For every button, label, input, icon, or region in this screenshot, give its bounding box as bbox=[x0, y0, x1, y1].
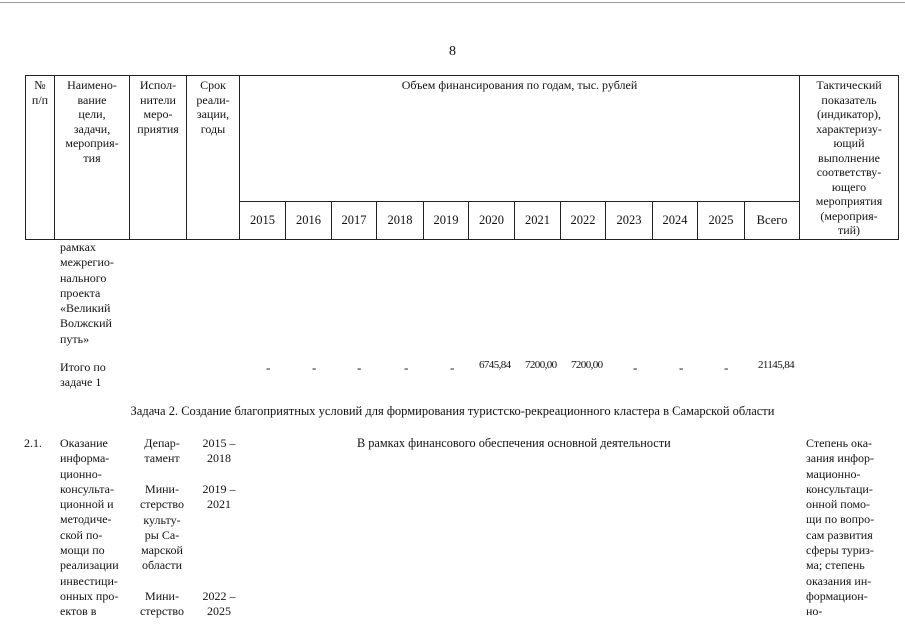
year-cell: 2024 bbox=[653, 202, 698, 240]
total-value: 7200,00 bbox=[571, 359, 603, 371]
total-label: Итого по задаче 1 bbox=[60, 360, 106, 390]
total-value: - bbox=[724, 360, 729, 375]
table-header bbox=[25, 75, 899, 240]
total-value: - bbox=[633, 360, 638, 375]
total-value: - bbox=[450, 360, 455, 375]
page-number: 8 bbox=[449, 44, 456, 59]
executor-terms: 2015 – 2018 bbox=[202, 436, 236, 466]
row-name: Оказание информа- ционно- консульта- ционной и методиче- ской по- мощи по реализации инвестици- онных про- ектов в bbox=[60, 436, 119, 619]
year-cell: 2021 bbox=[515, 202, 561, 240]
total-value: 6745,84 bbox=[479, 359, 511, 371]
total-value: - bbox=[679, 360, 684, 375]
year-cell: 2020 bbox=[469, 202, 515, 240]
year-cell: 2023 bbox=[606, 202, 653, 240]
total-value: - bbox=[357, 360, 362, 375]
executor-terms: 2022 – 2025 bbox=[202, 589, 236, 619]
total-value: - bbox=[404, 360, 409, 375]
year-cell: 2019 bbox=[424, 202, 469, 240]
executor-terms: 2019 – 2021 bbox=[202, 482, 236, 512]
year-cell: 2018 bbox=[377, 202, 424, 240]
executor: Мини- стерство bbox=[139, 589, 185, 619]
total-value: 7200,00 bbox=[525, 359, 557, 371]
header-terms: Срок реали- зации, годы bbox=[187, 76, 240, 240]
header-executors: Испол- нители меро- приятия bbox=[130, 76, 187, 240]
year-cell: 2016 bbox=[286, 202, 332, 240]
row-number: 2.1. bbox=[24, 436, 42, 450]
year-cell: 2025 bbox=[698, 202, 745, 240]
row-indicator: Степень ока- зания инфор- мационно- консультаци- онной помо- щи по вопро- сам развития сферы туриз- ма; степень оказания ин- формацион- но- bbox=[806, 436, 875, 619]
executor: Мини- стерство культу- ры Са- марской области bbox=[139, 482, 185, 573]
continuation-text: рамках межрегио- нального проекта «Великий Волжский путь» bbox=[60, 240, 114, 346]
header-number: № п/п bbox=[26, 76, 55, 240]
executor: Депар- тамент bbox=[144, 436, 180, 466]
total-value-sum: 21145,84 bbox=[758, 359, 795, 371]
year-cell-total: Всего bbox=[745, 202, 800, 240]
year-cell: 2015 bbox=[240, 202, 286, 240]
top-rule bbox=[0, 2, 905, 3]
header-funding: Объем финансирования по годам, тыс. рублей bbox=[240, 76, 800, 202]
funding-note: В рамках финансового обеспечения основной деятельности bbox=[357, 436, 671, 450]
total-value: - bbox=[312, 360, 317, 375]
task-heading: Задача 2. Создание благоприятных условий для формирования туристско-рекреационного кластера в Самарской области bbox=[130, 404, 775, 418]
year-cell: 2017 bbox=[332, 202, 377, 240]
year-cell: 2022 bbox=[561, 202, 606, 240]
header-name: Наимено- вание цели, задачи, мероприя- тия bbox=[55, 76, 130, 240]
total-value: - bbox=[266, 360, 271, 375]
header-indicator: Тактический показатель (индикатор), характеризу- ющий выполнение соответству- ющего мероприятия (мероприя- тий) bbox=[800, 76, 899, 240]
